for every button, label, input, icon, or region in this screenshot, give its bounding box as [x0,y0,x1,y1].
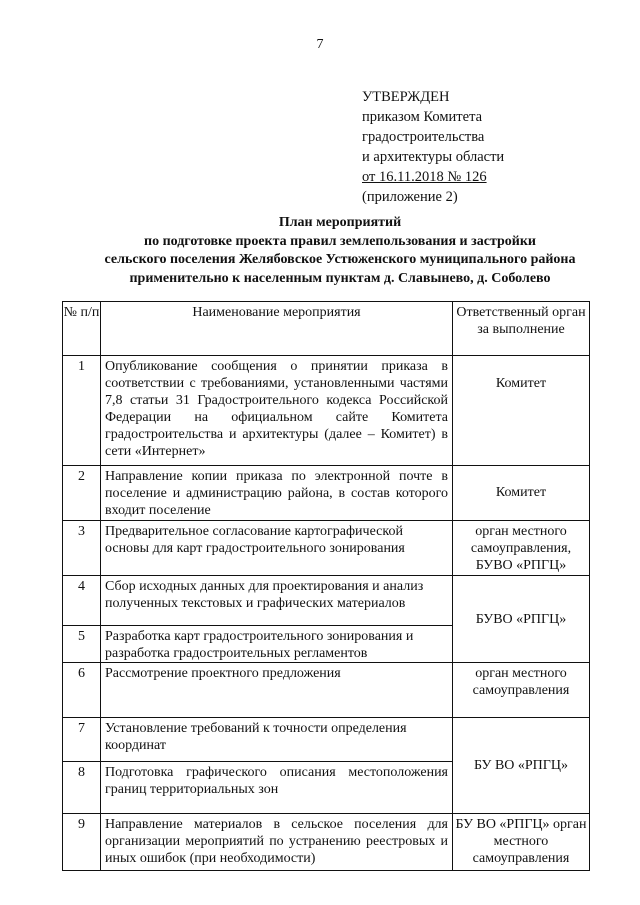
header-number: № п/п [63,302,101,356]
title-line: сельского поселения Желябовское Устюженского муниципального района [104,252,576,267]
row-number: 6 [63,663,101,718]
page-number: 7 [316,37,324,52]
approval-order-number: от 16.11.2018 № 126 [362,169,487,185]
table-header-row [63,302,590,356]
table-row [63,356,590,466]
row-responsible: Комитет [453,466,590,521]
header-responsible: Ответственный орган за выполнение [453,302,590,356]
approval-line: градостроительства [362,129,485,145]
row-activity: Направление копии приказа по электронной почте в поселение и администрацию района, в состав которого входит поселение [101,466,453,521]
title-line: План мероприятий [278,215,402,230]
row-activity: Подготовка графического описания местоположения границ территориальных зон [101,762,453,814]
row-responsible: БУ ВО «РПГЦ» [453,718,590,814]
row-responsible: БУ ВО «РПГЦ» орган местного самоуправления [453,814,590,871]
row-responsible: орган местного самоуправления, БУВО «РПГЦ» [453,521,590,576]
row-activity: Направление материалов в сельское поселения для организации мероприятий по устранению реестровых и иных ошибок (при необходимости) [101,814,453,871]
row-responsible: Комитет [453,356,590,466]
row-number: 1 [63,356,101,466]
row-responsible: орган местного самоуправления [453,663,590,718]
row-activity: Опубликование сообщения о принятии приказа в соответствии с требованиями, установленными частями 7,8 статьи 31 Градостроительного кодекса Российской Федерации на официальном сайте Комитета градостроительства и архитектуры (далее – Комитет) в сети «Интернет» [101,356,453,466]
table-row [63,576,590,626]
row-number: 9 [63,814,101,871]
approval-stamp [362,87,504,207]
row-responsible: БУВО «РПГЦ» [453,576,590,663]
approval-line: приказом Комитета [362,109,483,125]
header-activity-name: Наименование мероприятия [101,302,453,356]
table-row [63,718,590,762]
row-number: 3 [63,521,101,576]
title-line: применительно к населенным пунктам д. Славынево, д. Соболево [129,270,551,286]
row-number: 4 [63,576,101,626]
table-row [63,466,590,521]
document-title [40,214,640,288]
approval-heading: УТВЕРЖДЕН [362,89,450,105]
approval-line: (приложение 2) [362,189,458,205]
row-number: 7 [63,718,101,762]
approval-line: и архитектуры области [362,149,505,165]
table-row [63,521,590,576]
row-activity: Сбор исходных данных для проектирования и анализ полученных текстовых и графических материалов [101,576,453,626]
row-number: 8 [63,762,101,814]
row-number: 5 [63,626,101,663]
row-number: 2 [63,466,101,521]
table-row [63,663,590,718]
row-activity: Предварительное согласование картографической основы для карт градостроительного зонирования [101,521,453,576]
row-activity: Рассмотрение проектного предложения [101,663,453,718]
title-line: по подготовке проекта правил землепользования и застройки [144,233,536,249]
row-activity: Установление требований к точности определения координат [101,718,453,762]
row-activity: Разработка карт градостроительного зонирования и разработка градостроительных регламентов [101,626,453,663]
table-row [63,814,590,871]
activity-plan-table [62,301,590,871]
